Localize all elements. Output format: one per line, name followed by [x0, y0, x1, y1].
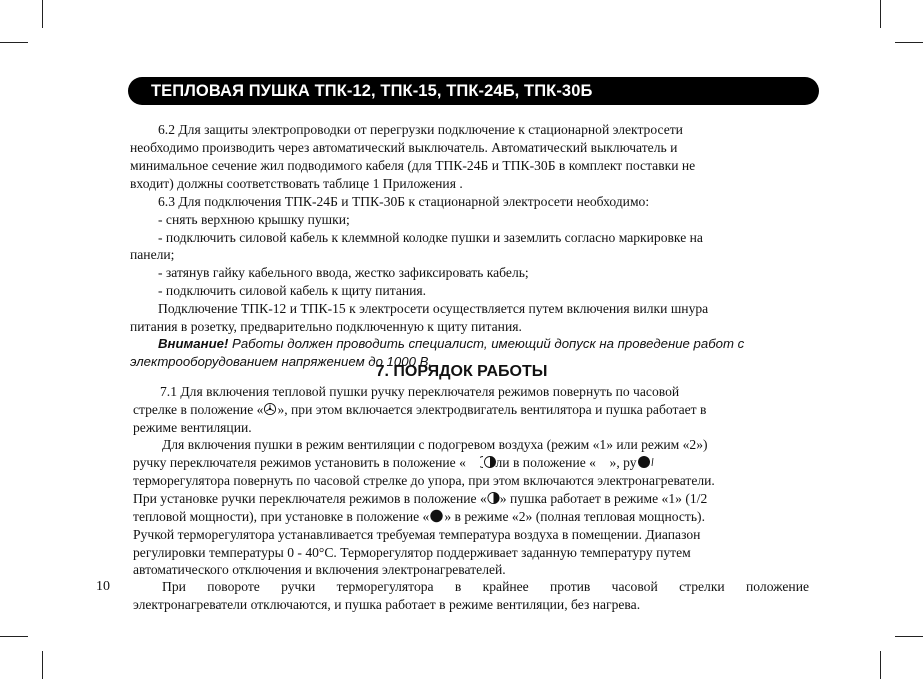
- thermostat-paragraph-line: Ручкой терморегулятора устанавливается требуемая температура воздуха в помещении. Диапазон: [133, 527, 701, 542]
- section-heading: 7. ПОРЯДОК РАБОТЫ: [375, 363, 548, 380]
- text-segment: стрелке в положение «: [133, 402, 264, 417]
- paragraph-6-2-line: минимальное сечение жил подводимого кабеля (для ТПК-24Б и ТПК-30Б в комплект поставки не: [130, 158, 696, 173]
- ccw-paragraph-line: электронагреватели отключаются, и пушка работает в режиме вентиляции, без нагрева.: [133, 597, 641, 612]
- warning-line: электрооборудованием напряжением до 1000 В.: [130, 354, 433, 369]
- paragraph-6-2-line: необходимо производить через автоматический выключатель. Автоматический выключатель и: [130, 140, 678, 155]
- crop-mark: [0, 636, 28, 637]
- warning-label: Внимание!: [158, 336, 229, 351]
- list-item: - затянув гайку кабельного ввода, жестко зафиксировать кабель;: [158, 265, 529, 280]
- banner-title: ТЕПЛОВАЯ ПУШКА ТПК-12, ТПК-15, ТПК-24Б, ТПК-30Б: [151, 82, 593, 100]
- heating-paragraph-line: [133, 454, 657, 474]
- mode-paragraph-line: [133, 490, 707, 510]
- paragraph-7-1-line: 7.1 Для включения тепловой пушки ручку переключателя режимов повернуть по часовой: [160, 384, 680, 399]
- ccw-paragraph-line: При повороте ручки терморегулятора в крайнее против часовой стрелки положение: [162, 579, 809, 594]
- paragraph-6-2-line: 6.2 Для защиты электропроводки от перегрузки подключение к стационарной электросети: [158, 122, 683, 137]
- mode-paragraph-line: [133, 508, 705, 528]
- crop-mark: [895, 636, 923, 637]
- warning-line: [158, 335, 744, 353]
- fan-icon: [263, 402, 277, 421]
- list-item: - подключить силовой кабель к клеммной колодке пушки и заземлить согласно маркировке на: [158, 230, 703, 245]
- text-segment: При установке ручки переключателя режимов в положение «: [133, 491, 487, 506]
- page-banner: [128, 77, 819, 105]
- crop-mark: [0, 42, 28, 43]
- text-segment: ли в положение «: [495, 455, 596, 470]
- paragraph-7-1-line: режиме вентиляции.: [133, 420, 252, 435]
- plug-paragraph-line: Подключение ТПК-12 и ТПК-15 к электросети осуществляется путем включения вилки шнура: [158, 301, 709, 316]
- text-segment: », ру: [609, 455, 637, 470]
- crop-mark: [42, 0, 43, 28]
- paragraph-7-1-line: [133, 401, 706, 421]
- crop-mark: [895, 42, 923, 43]
- list-item: - снять верхнюю крышку пушки;: [158, 212, 350, 227]
- text-segment: тепловой мощности), при установке в положение «: [133, 509, 430, 524]
- paragraph-6-3: 6.3 Для подключения ТПК-24Б и ТПК-30Б к стационарной электросети необходимо:: [158, 194, 650, 209]
- heating-paragraph-line: Для включения пушки в режим вентиляции с подогревом воздуха (режим «1» или режим «2»): [162, 437, 708, 452]
- thermostat-paragraph-line: автоматического отключения и включения электронагревателей.: [133, 562, 506, 577]
- text-segment: », при этом включается электродвигатель вентилятора и пушка работает в: [277, 402, 707, 417]
- list-item: - подключить силовой кабель к щиту питания.: [158, 283, 427, 298]
- page-number: 10: [96, 579, 110, 594]
- text-segment: » в режиме «2» (полная тепловая мощность).: [444, 509, 705, 524]
- heating-paragraph-line: терморегулятора повернуть по часовой стрелке до упора, при этом включаются электронагреватели.: [133, 473, 715, 488]
- crop-mark: [42, 651, 43, 679]
- warning-text: Работы должен проводить специалист, имеющий допуск на проведение работ с: [228, 336, 745, 351]
- plug-paragraph-line: питания в розетку, предварительно подключенную к щиту питания.: [130, 319, 522, 334]
- crop-mark: [880, 0, 881, 28]
- text-segment: » пушка работает в режиме «1» (1/2: [499, 491, 708, 506]
- list-item-continuation: панели;: [130, 247, 175, 262]
- thermostat-paragraph-line: регулировки температуры 0 - 40°С. Терморегулятор поддерживает заданную температуру путем: [133, 545, 691, 560]
- text-segment: ручку переключателя режимов установить в положение «: [133, 455, 466, 470]
- crop-mark: [880, 651, 881, 679]
- paragraph-6-2-line: входит) должны соответствовать таблице 1 Приложения .: [130, 176, 463, 191]
